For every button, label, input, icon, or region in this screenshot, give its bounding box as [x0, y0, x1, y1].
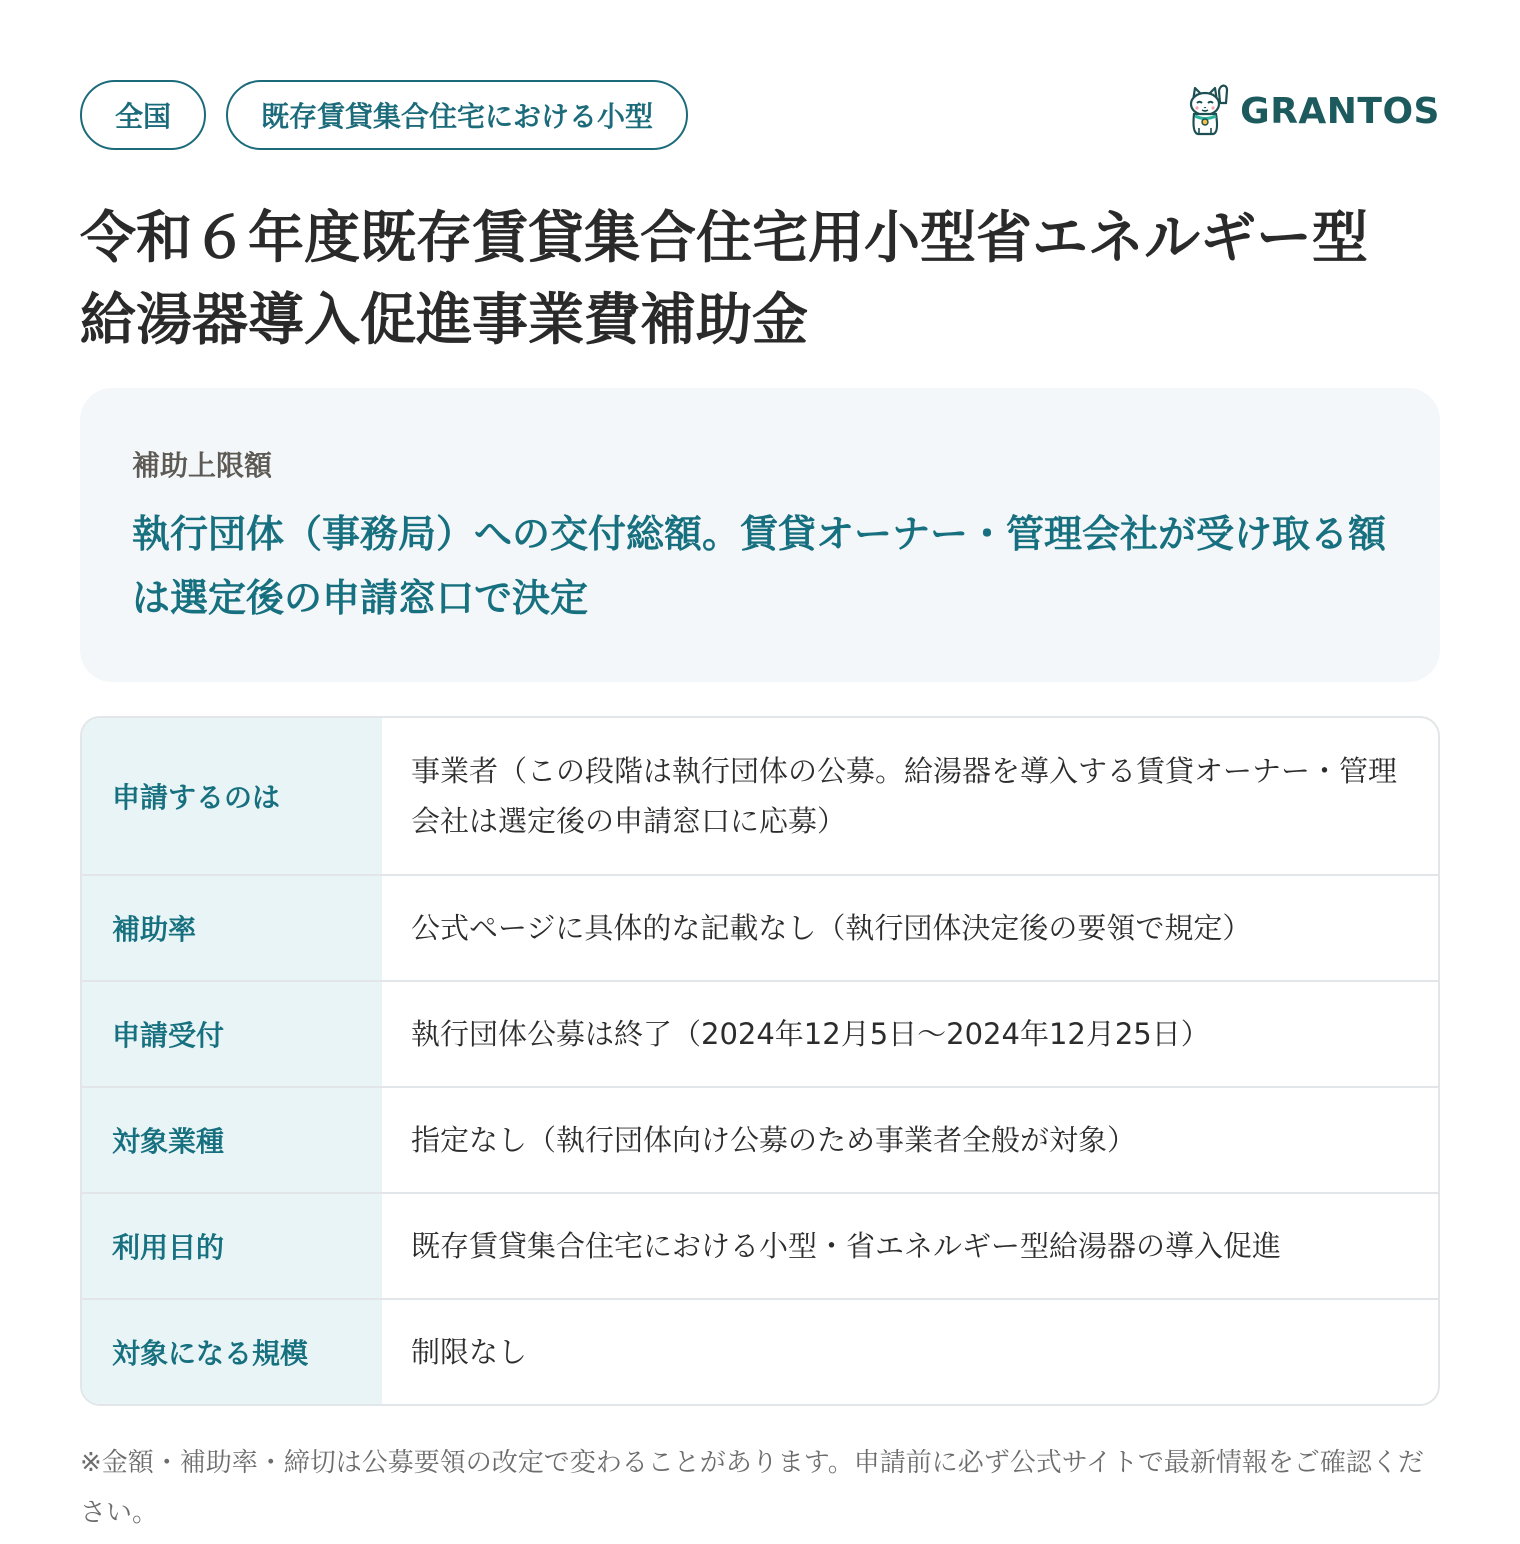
lucky-cat-icon: [1186, 81, 1232, 141]
amount-value: 執行団体（事務局）への交付総額。賃貸オーナー・管理会社が受け取る額は選定後の申請窓口で決定: [132, 512, 1387, 620]
subsidy-page: [80, 80, 1440, 1538]
row-key: 申請するのは: [82, 718, 382, 874]
table-row: [82, 980, 1438, 1086]
row-key: 対象になる規模: [82, 1300, 382, 1404]
row-value: 事業者（この段階は執行団体の公募。給湯器を導入する賃貸オーナー・管理会社は選定後の申請窓口に応募）: [411, 754, 1398, 838]
header: [80, 80, 1440, 150]
tag-category[interactable]: 既存賃貸集合住宅における小型: [226, 80, 688, 150]
table-row: [82, 1298, 1438, 1404]
info-table: [80, 716, 1440, 1406]
row-value: 既存賃貸集合住宅における小型・省エネルギー型給湯器の導入促進: [411, 1229, 1282, 1263]
page-title: 令和６年度既存賃貸集合住宅用小型省エネルギー型給湯器導入促進事業費補助金: [80, 206, 1368, 353]
row-key: 補助率: [82, 876, 382, 980]
table-row: [82, 1192, 1438, 1298]
table-row: [82, 1086, 1438, 1192]
tag-list: [80, 80, 688, 150]
row-value: 指定なし（執行団体向け公募のため事業者全般が対象）: [411, 1123, 1137, 1157]
row-value: 公式ページに具体的な記載なし（執行団体決定後の要領で規定）: [411, 911, 1252, 945]
row-value: 執行団体公募は終了（2024年12月5日〜2024年12月25日）: [411, 1017, 1210, 1051]
tag-region[interactable]: 全国: [80, 80, 206, 150]
amount-label: 補助上限額: [132, 449, 273, 482]
disclaimer-note: ※金額・補助率・締切は公募要領の改定で変わることがあります。申請前に必ず公式サイトで最新情報をご確認ください。: [80, 1448, 1424, 1528]
logo[interactable]: [1186, 81, 1440, 141]
row-key: 利用目的: [82, 1194, 382, 1298]
row-key: 申請受付: [82, 982, 382, 1086]
table-row: [82, 874, 1438, 980]
table-row: [82, 718, 1438, 874]
row-key: 対象業種: [82, 1088, 382, 1192]
row-value: 制限なし: [411, 1335, 528, 1369]
logo-text: GRANTOS: [1240, 90, 1440, 132]
amount-card: [80, 388, 1440, 682]
